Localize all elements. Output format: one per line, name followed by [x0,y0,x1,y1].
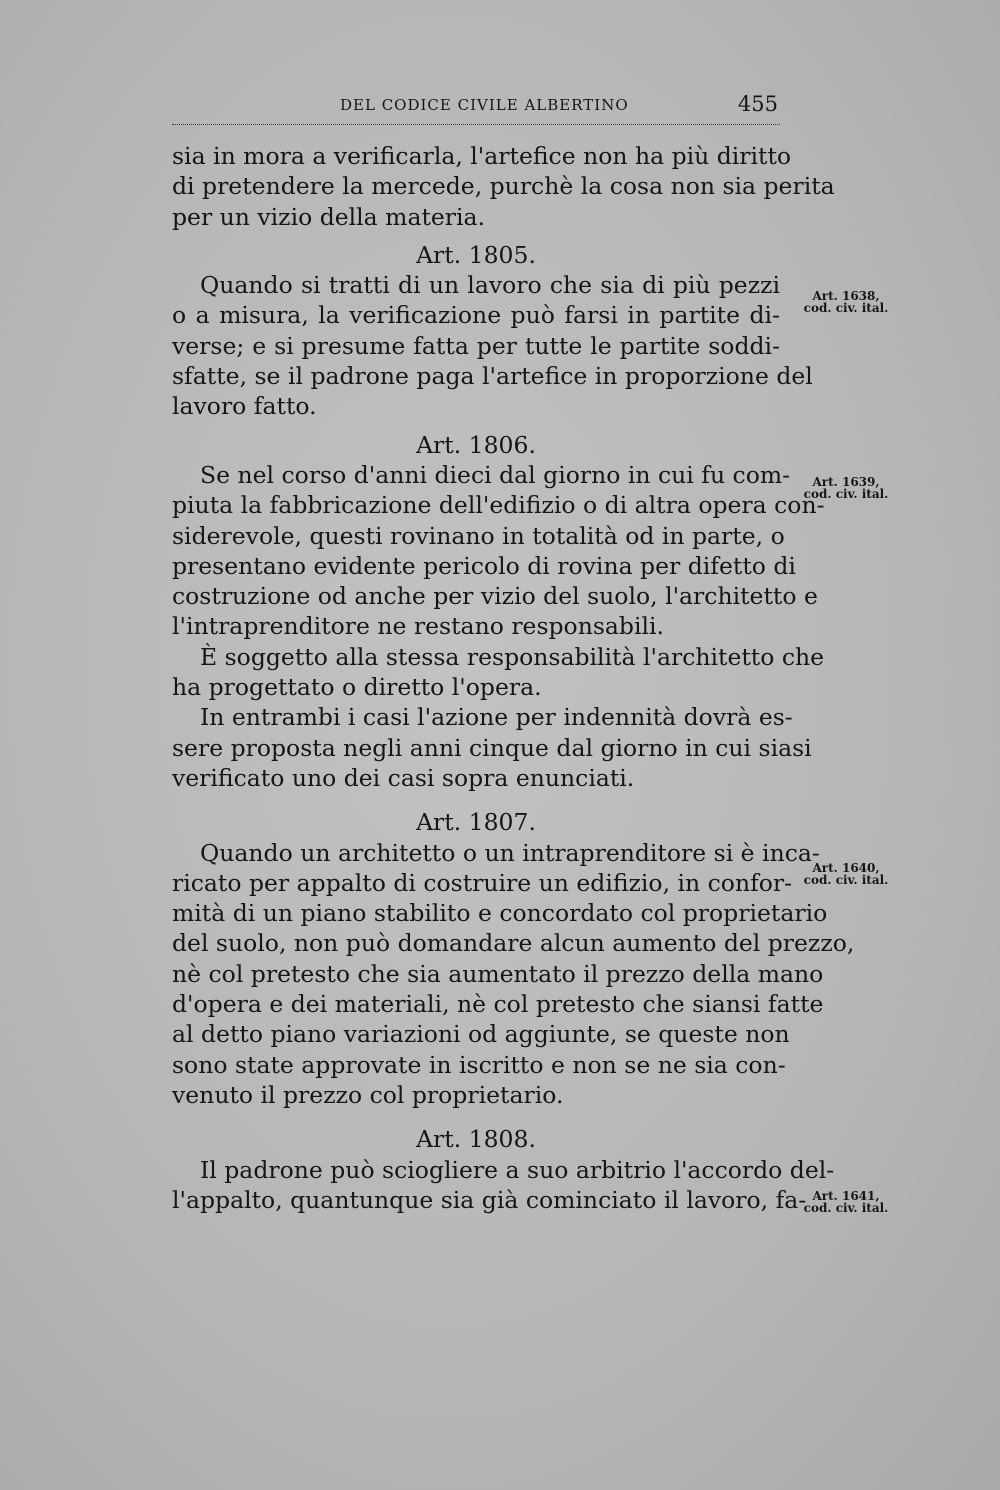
article-paragraph [172,1155,835,1216]
text-line: o a misura, la verificazione può farsi in partite di- [172,301,780,330]
text-line: verificato uno dei casi sopra enunciati. [172,763,635,792]
article-paragraph [172,460,825,642]
article-heading: Art. 1805. [416,240,536,269]
text-line: del suolo, non può domandare alcun aumento del prezzo, [172,929,855,958]
article-heading: Art. 1808. [416,1125,536,1154]
margin-note-line: cod. civ. ital. [803,487,889,501]
page-header [172,92,780,125]
text-line: lavoro fatto. [172,392,317,421]
text-line: siderevole, questi rovinano in totalità od in parte, o [172,521,785,550]
text-line: d'opera e dei materiali, nè col pretesto che siansi fatte [172,990,824,1019]
running-title: DEL CODICE CIVILE ALBERTINO [340,96,629,114]
text-line: l'intraprenditore ne restano responsabili. [172,612,664,641]
text-line: Il padrone può sciogliere a suo arbitrio l'accordo del- [200,1155,835,1184]
margin-note [796,862,896,886]
text-line: Se nel corso d'anni dieci dal giorno in cui fu com- [200,460,791,489]
article-heading: Art. 1807. [416,808,536,837]
text-line: venuto il prezzo col proprietario. [172,1080,564,1109]
margin-note [796,476,896,500]
margin-note-line: Art. 1638, [812,289,880,303]
text-line: sfatte, se il padrone paga l'artefice in proporzione del [172,362,813,391]
text-line: Quando si tratti di un lavoro che sia di più pezzi [200,271,780,300]
text-line: In entrambi i casi l'azione per indennità dovrà es- [200,703,793,732]
margin-note [796,1190,896,1214]
margin-note-line: cod. civ. ital. [803,873,889,887]
text-line: presentano evidente pericolo di rovina per difetto di [172,551,796,580]
opening-paragraph [172,141,835,232]
text-line: al detto piano variazioni od aggiunte, se queste non [172,1020,790,1049]
text-line: l'appalto, quantunque sia già cominciato il lavoro, fa- [172,1185,807,1214]
text-line: sia in mora a verificarla, l'artefice non ha più diritto [172,142,792,170]
margin-note-line: Art. 1640, [812,861,880,875]
text-line: mità di un piano stabilito e concordato col proprietario [172,899,828,928]
text-line: È soggetto alla stessa responsabilità l'architetto che [200,642,825,671]
margin-note-line: Art. 1639, [812,475,880,489]
text-line: di pretendere la mercede, purchè la cosa non sia perita [172,172,835,201]
article-paragraph [172,642,825,703]
margin-note-line: cod. civ. ital. [803,301,889,315]
text-line: costruzione od anche per vizio del suolo, l'architetto e [172,582,818,611]
text-line: piuta la fabbricazione dell'edifizio o di altra opera con- [172,491,825,520]
text-line: per un vizio della materia. [172,202,486,231]
text-line: nè col pretesto che sia aumentato il prezzo della mano [172,959,824,988]
article-paragraph [172,270,813,421]
text-line: ha progettato o diretto l'opera. [172,673,542,702]
text-line: verse; e si presume fatta per tutte le partite soddi- [172,331,780,360]
margin-note-line: cod. civ. ital. [803,1201,889,1215]
margin-note [796,290,896,314]
page-number: 455 [737,92,778,116]
text-line: Quando un architetto o un intraprenditore si è inca- [200,838,820,867]
text-line: sere proposta negli anni cinque dal giorno in cui siasi [172,733,812,762]
text-line: ricato per appalto di costruire un edifizio, in confor- [172,868,793,897]
margin-note-line: Art. 1641, [812,1189,880,1203]
text-line: sono state approvate in iscritto e non se ne sia con- [172,1050,786,1079]
article-heading: Art. 1806. [416,430,536,459]
article-paragraph [172,702,812,793]
